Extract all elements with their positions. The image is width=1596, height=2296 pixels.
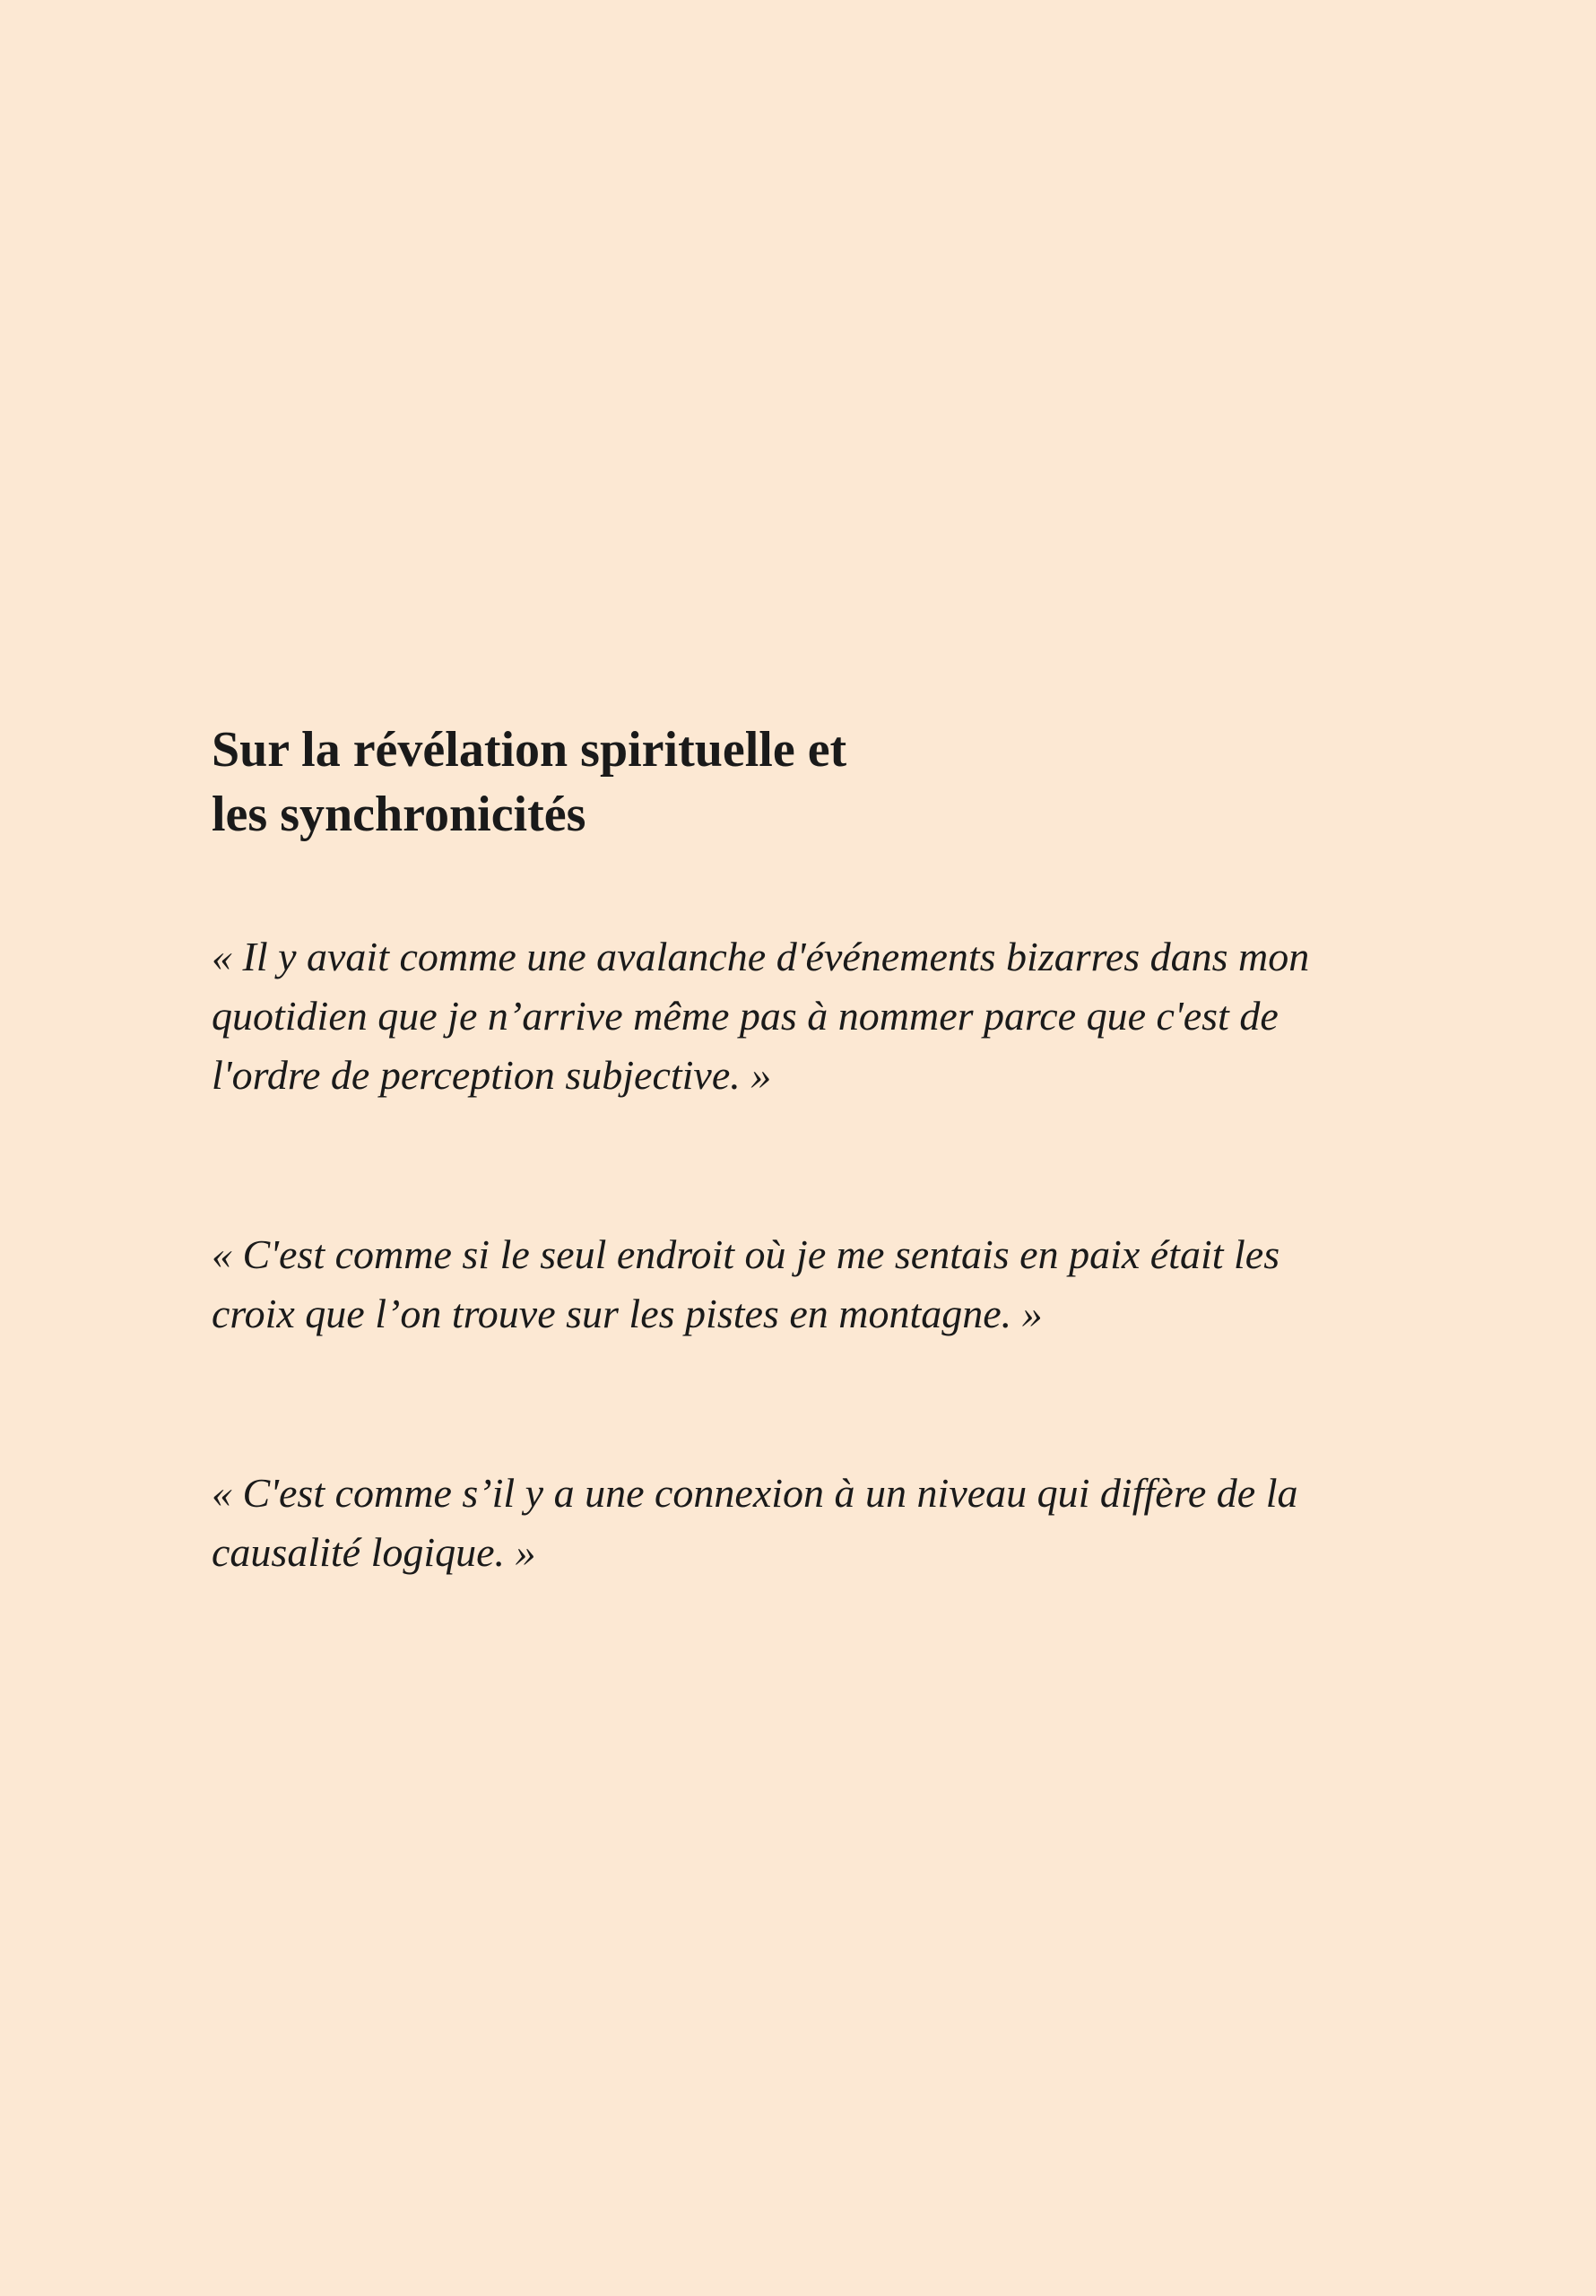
quote-line: « Il y avait comme une avalanche d'événements bizarres dans mon (212, 934, 1310, 979)
quote-line: « C'est comme s’il y a une connexion à un niveau qui diffère de la (212, 1470, 1298, 1516)
quote-line: causalité logique. » (212, 1529, 536, 1575)
quote-line: l'ordre de perception subjective. » (212, 1052, 772, 1098)
content-block (212, 718, 1377, 1582)
section-title (212, 718, 1377, 847)
quote-line: croix que l’on trouve sur les pistes en montagne. » (212, 1291, 1043, 1336)
quote-1 (212, 927, 1377, 1105)
quote-list (212, 927, 1377, 1582)
quote-2 (212, 1225, 1377, 1344)
section-title-line: Sur la révélation spirituelle et (212, 722, 847, 778)
quote-3 (212, 1464, 1377, 1582)
quote-line: quotidien que je n’arrive même pas à nommer parce que c'est de (212, 993, 1279, 1039)
section-title-line: les synchronicités (212, 787, 586, 842)
quote-line: « C'est comme si le seul endroit où je me sentais en paix était les (212, 1231, 1280, 1277)
